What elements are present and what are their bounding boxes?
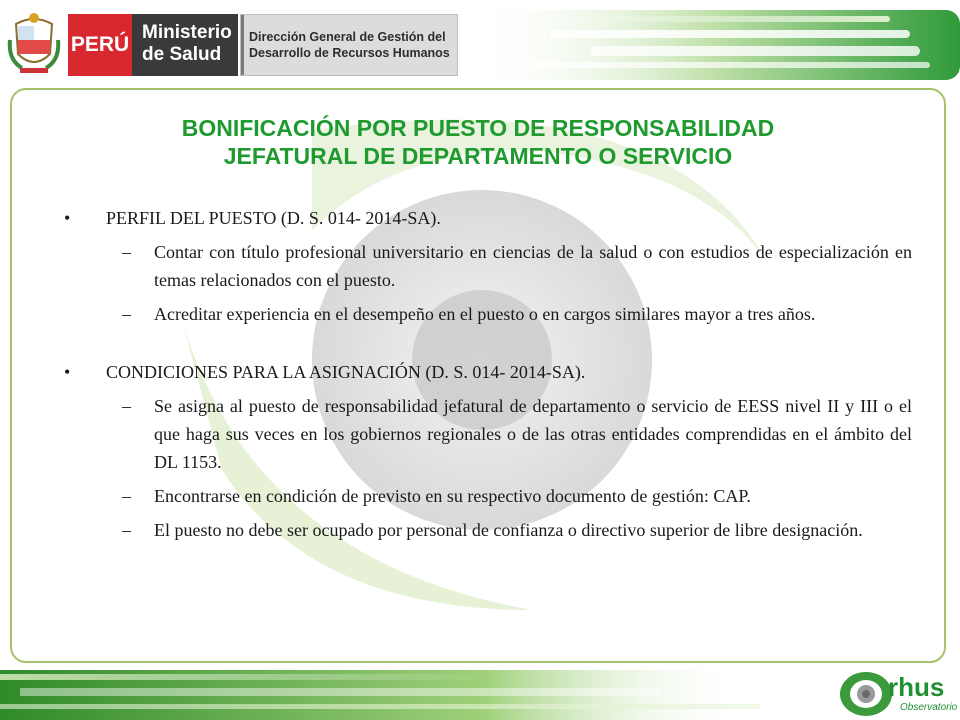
orhus-logo-icon — [836, 668, 896, 720]
header-decorative-stripes — [470, 10, 960, 80]
list-item: – Acreditar experiencia en el desempeño en el puesto o en cargos similares mayor a tres años. — [64, 300, 912, 328]
footer-decorative-stripes — [0, 664, 960, 720]
ministry-line-2: de Salud — [142, 44, 222, 65]
slide-footer — [0, 664, 960, 720]
orhus-logo — [836, 666, 960, 720]
directorate-name — [240, 14, 458, 76]
section-heading-profile: • PERFIL DEL PUESTO (D. S. 014- 2014-SA). — [64, 204, 912, 232]
ministry-name — [132, 14, 238, 76]
section-heading-conditions: • CONDICIONES PARA LA ASIGNACIÓN (D. S. 014- 2014-SA). — [64, 358, 912, 386]
slide-title — [32, 114, 924, 170]
country-badge: PERÚ — [68, 14, 132, 76]
list-item: – Contar con título profesional universitario en ciencias de la salud o con estudios de especialización en temas relacionados con el puesto. — [64, 238, 912, 294]
orhus-brand-text: rhus — [888, 672, 945, 702]
content-panel — [10, 88, 946, 663]
list-item: – El puesto no debe ser ocupado por personal de confianza o directivo superior de libre designación. — [64, 516, 912, 544]
directorate-line-1: Dirección General de Gestión del — [249, 30, 446, 44]
slide-title-line-1: BONIFICACIÓN POR PUESTO DE RESPONSABILIDAD — [181, 115, 775, 141]
list-item: – Se asigna al puesto de responsabilidad jefatural de departamento o servicio de EESS nivel II y III o el que haga sus veces en los gobiernos regionales o de las otras entidades comprendidas en el ámbito del DL 1153. — [64, 392, 912, 476]
directorate-divider — [241, 15, 244, 75]
directorate-line-2: Desarrollo de Recursos Humanos — [249, 46, 450, 60]
slide-title-line-2: JEFATURAL DE DEPARTAMENTO O SERVICIO — [223, 143, 733, 169]
slide-body — [64, 204, 912, 544]
ministry-line-1: Ministerio — [142, 22, 232, 43]
list-item: – Encontrarse en condición de previsto en su respectivo documento de gestión: CAP. — [64, 482, 912, 510]
orhus-brand-subtitle: Observatorio — [900, 702, 958, 713]
peru-coat-of-arms-icon — [6, 10, 62, 76]
slide-header — [0, 0, 960, 82]
